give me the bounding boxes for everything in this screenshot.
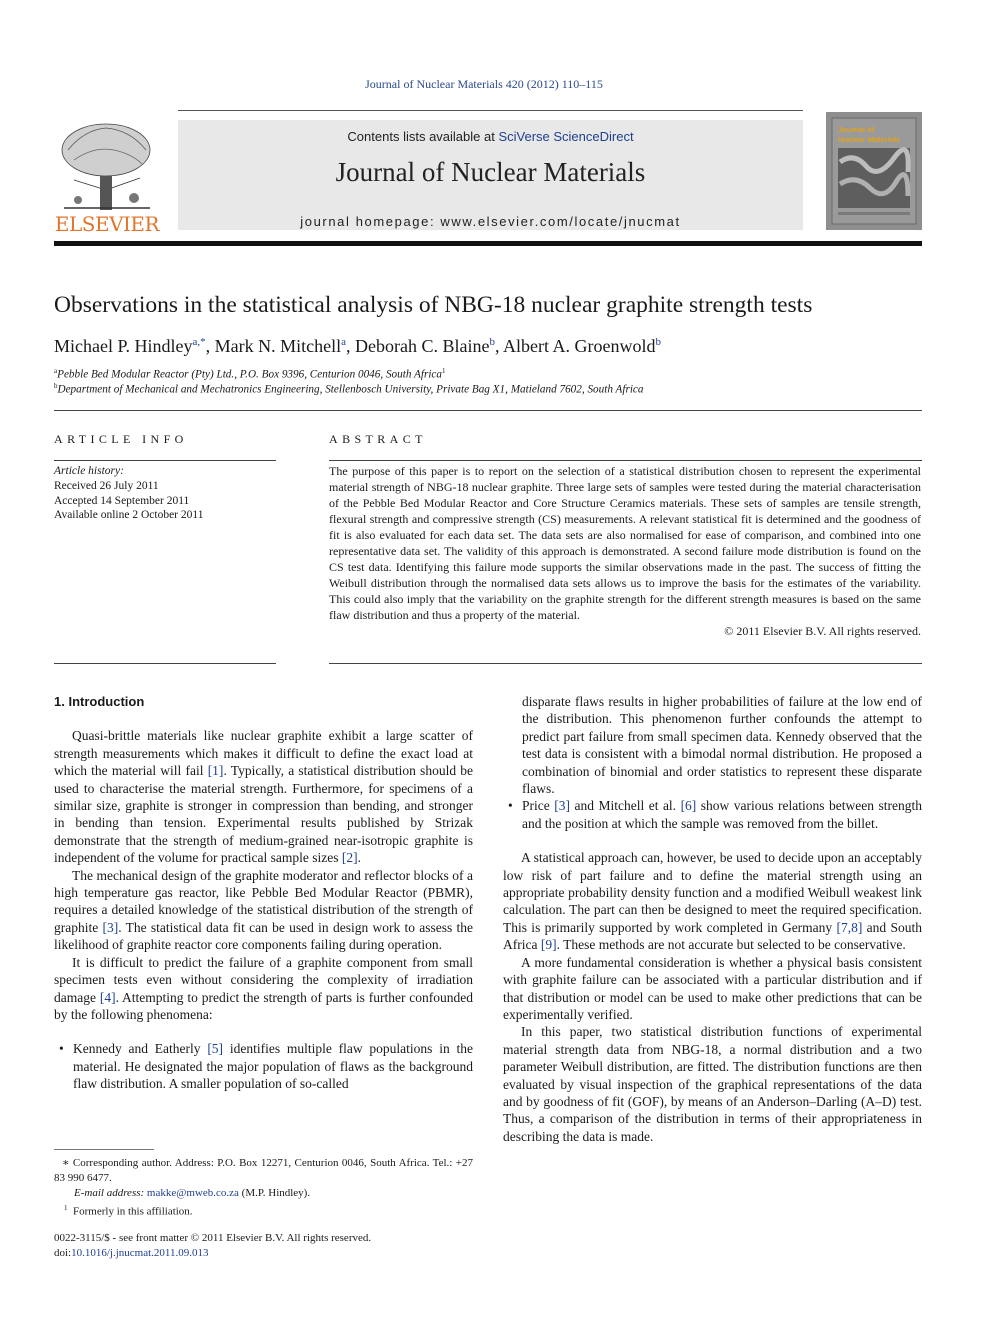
body-left-column — [54, 693, 473, 1093]
journal-cover-image[interactable] — [826, 112, 922, 230]
paragraph: Quasi-brittle materials like nuclear graphite exhibit a large scatter of strength measurements which makes it difficult to define the exact load at which the material will fail [1]. Typically, a statistical distribution should be used to characterise the material strength. Furthermore, for specimens of a similar size, graphite is stronger in compression than bending, and stronger in bending than tension. Experimental results published by Strizak demonstrate that the strength of medium-grained near-isotropic graphite is independent of the volume for practical sample sizes [2]. — [54, 728, 474, 866]
footnote-formerly: $^1$ Formerly in this affiliation. — [64, 1204, 193, 1218]
footnote-email: E-mail address: makke@mweb.co.za (M.P. Hindley). — [74, 1187, 311, 1199]
cover-icon — [826, 112, 922, 230]
reference-link[interactable]: [5] — [207, 1041, 224, 1057]
reference-link[interactable]: [3] — [102, 919, 119, 935]
author-list — [54, 336, 934, 357]
article-info-heading: ARTICLE INFO — [54, 432, 188, 446]
sciencedirect-link[interactable]: SciVerse ScienceDirect — [498, 129, 634, 144]
header-rule — [178, 110, 803, 111]
paragraph: It is difficult to predict the failure of a graphite component from small specimen tests even without considering the complexity of irradiation damage [4]. Attempting to predict the strength of parts is further confounded by the following phenomena: — [54, 954, 474, 1022]
list-item: • Price [3] and Mitchell et al. [6] show various relations between strength and the position at which the sample was removed from the billet. — [508, 798, 922, 831]
list-item-continued: disparate flaws results in higher probabilities of failure at the low end of the distribution. This phenomenon further confounds the attempt to predict part failure from small specimen data. Kennedy observed that the test data is consistent with a bimodal normal distribution. He proposed a combination of binomial and order statistics to represent these disparate flaws. — [522, 694, 922, 797]
contents-line — [178, 129, 803, 144]
section-heading: 1. Introduction — [54, 694, 145, 709]
affiliation-mark: a — [54, 367, 58, 375]
author-name: Michael P. Hindley — [54, 336, 193, 356]
history-received: Received 26 July 2011 — [54, 479, 159, 492]
footnote-corresponding: ∗ Corresponding author. Address: P.O. Box 12271, Centurion 0046, South Africa. Tel.: +27 83 990 6477. — [54, 1157, 473, 1184]
masthead-rule — [54, 241, 922, 246]
doi-link[interactable]: 10.1016/j.jnucmat.2011.09.013 — [71, 1247, 209, 1259]
affiliation-text: Pebble Bed Modular Reactor (Pty) Ltd., P.O. Box 9396, Centurion 0046, South Africa — [57, 368, 442, 381]
affiliation-footnote-mark: 1 — [442, 367, 446, 375]
journal-homepage[interactable]: journal homepage: www.elsevier.com/locate/jnucmat — [300, 214, 681, 229]
author-separator: , — [346, 336, 355, 356]
paragraph: A more fundamental consideration is whether a physical basis consistent with graphite failure can be associated with a particular distribution and if that distribution or model can be used to make other predictions that can be experimentally verified. — [503, 954, 922, 1022]
reference-link[interactable]: [2] — [341, 850, 358, 866]
bullet-icon: • — [508, 798, 513, 814]
affiliation-b — [54, 382, 644, 396]
abstract-copyright: © 2011 Elsevier B.V. All rights reserved. — [724, 624, 921, 638]
cover-title-line1: Journal of — [838, 125, 875, 134]
history-label: Article history: — [54, 465, 124, 477]
journal-citation[interactable]: Journal of Nuclear Materials 420 (2012) 110–115 — [365, 77, 603, 91]
contents-prefix: Contents lists available at — [347, 129, 499, 144]
abstract-body — [329, 463, 921, 639]
issn-line: 0022-3115/$ - see front matter © 2011 Elsevier B.V. All rights reserved. — [54, 1232, 372, 1244]
affiliation-divider — [54, 410, 922, 411]
abstract-text: The purpose of this paper is to report on the selection of a statistical distribution chosen to represent the experimental material strength of NBG-18 nuclear graphite. Three large sets of samples were tested during the material characterisation of the Pebble Bed Modular Reactor and Core Structure Ceramics materials. These sets of samples are tensile strength, flexural strength and compressive strength (CS) measurements. A relevant statistical fit is determined and the goodness of fit is also evaluated for each data set. The data sets are also normalised for ease of comparison, and combined into one representative data set. The validity of this approach is demonstrated. A second failure mode distribution is found on the CS test data. Identifying this failure mode supports the similar observations made in the past. The success of fitting the Weibull distribution through the normalised data sets allows us to improve the basis for the estimates of the variability. This could also imply that the variability on the graphite strength for the different strength measures is based on the same flaw distribution and thus a property of the material. — [329, 464, 921, 622]
journal-name: Journal of Nuclear Materials — [335, 157, 646, 187]
reference-link[interactable]: [3] — [554, 798, 570, 814]
list-item: • Kennedy and Eatherly [5] identifies multiple flaw populations in the material. He designated the major population of flaws as the background flaw distribution. A smaller population of so-called — [59, 1041, 473, 1092]
article-info-bottom-rule — [54, 663, 276, 664]
article-info-rule — [54, 460, 276, 461]
author-affiliation-mark[interactable]: b — [489, 336, 495, 348]
reference-link[interactable]: [1] — [207, 763, 224, 779]
reference-link[interactable]: [9] — [540, 937, 557, 953]
publication-info — [54, 1231, 473, 1261]
footnotes — [54, 1156, 473, 1220]
author-separator: , — [494, 336, 503, 356]
author-affiliation-mark[interactable]: b — [655, 336, 661, 348]
article-title: Observations in the statistical analysis of NBG-18 nuclear graphite strength tests — [54, 292, 813, 318]
reference-link[interactable]: [6] — [680, 798, 697, 814]
author-name: Albert A. Groenwold — [502, 336, 656, 356]
doi-line: doi:10.1016/j.jnucmat.2011.09.013 — [54, 1247, 209, 1259]
reference-link[interactable]: [4] — [99, 989, 116, 1005]
paragraph: In this paper, two statistical distribution functions of experimental material strength data from NBG-18, a normal distribution and a two parameter Weibull distribution, are fitted. The distribution functions are then evaluated by visual inspection of the graphical representations of the data and by goodness of fit (GOF), by means of an Anderson–Darling (A–D) test. Thus, a comparison of the distribution in terms of their appropriateness in describing the data is made. — [503, 1024, 922, 1144]
paragraph: The mechanical design of the graphite moderator and reflector blocks of a high temperature gas reactor, like Pebble Bed Modular Reactor (PBMR), requires a detailed knowledge of the statistical distribution of the strength of graphite [3]. The statistical data fit can be used in design work to assess the likelihood of graphite reactor core components failing during operation. — [54, 867, 473, 953]
journal-banner — [178, 120, 803, 230]
history-online: Available online 2 October 2011 — [54, 509, 204, 522]
article-history — [54, 464, 276, 523]
abstract-heading: ABSTRACT — [329, 432, 427, 446]
abstract-rule — [329, 460, 922, 461]
body-right-column — [503, 693, 922, 1145]
affiliation-text: Department of Mechanical and Mechatronics Engineering, Stellenbosch University, Private Bag X1, Matieland 7602, South Africa — [57, 383, 644, 396]
paragraph: A statistical approach can, however, be used to decide upon an acceptably low risk of part failure and to define the material strength using an appropriate probability density function and a modified Weibull weakest link calculation. The part can then be designed to meet the required specification. This is primarily supported by work completed in Germany [7,8] and South Africa [9]. These methods are not accurate but selected to be conservative. — [503, 850, 922, 953]
bullet-icon: • — [59, 1041, 64, 1057]
author-affiliation-mark[interactable]: a — [341, 336, 346, 348]
footnote-rule — [54, 1149, 154, 1150]
reference-link[interactable]: [7,8] — [836, 919, 863, 935]
abstract-bottom-rule — [329, 663, 922, 664]
affiliation-a — [54, 367, 446, 381]
email-link[interactable]: makke@mweb.co.za — [146, 1187, 239, 1199]
author-name: Deborah C. Blaine — [355, 336, 490, 356]
author-affiliation-mark[interactable]: a,* — [192, 336, 206, 348]
history-accepted: Accepted 14 September 2011 — [54, 494, 190, 507]
author-name: Mark N. Mitchell — [214, 336, 342, 356]
author-separator: , — [205, 336, 215, 356]
affiliation-mark: b — [54, 382, 58, 390]
elsevier-wordmark: ELSEVIER — [54, 212, 160, 236]
tree-icon — [54, 120, 160, 212]
cover-title-line2: Nuclear Materials — [838, 135, 901, 144]
